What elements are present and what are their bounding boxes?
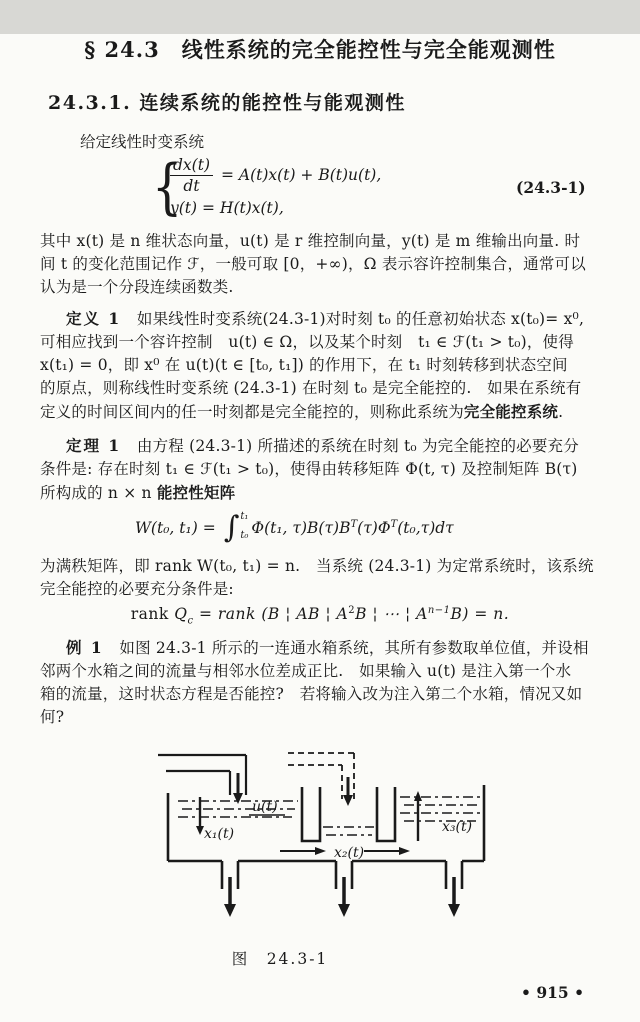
system-brace: { (151, 152, 183, 222)
partition-1 (302, 787, 320, 841)
integral-limits: t₁ t₀ (240, 511, 249, 541)
page-number: • 915 • (521, 983, 584, 1003)
tank3-level-marker (414, 791, 422, 841)
output-equation: y(t) = H(t)x(t), (170, 199, 284, 217)
rank-condition-equation: rank $Q_c$ = rank (B ¦ AB ¦ $A^2B$ ¦ ⋯ ¦ $A^{n-1}B) = n$. (130, 605, 510, 627)
paragraph-example-1: 例 1 如图 24.3-1 所示的一连通水箱系统，其所有参数取单位值，并设相 邻两个水箱之间的流量与相邻水位差成正比. 如果输入 u(t) 是注入第一个水 箱的流量，这时状态方程是否能控? 若将输入改为注入第二个水箱，情况又如 何? (40, 638, 589, 727)
integral-sign: ∫ (223, 509, 240, 545)
scanned-textbook-page (0, 34, 640, 1022)
derivative-fraction: $\frac{dx(t)}{dt}$ (170, 156, 213, 195)
tank1-label: x₁(t) (204, 826, 235, 843)
tank3-label: x₃(t) (442, 819, 473, 836)
intro-line: 给定线性时变系统 (80, 133, 205, 151)
paragraph-full-rank: 为满秩矩阵，即 rank W(t₀, t₁) = n. 当系统 (24.3-1) 为定常系统时，该系统 完全能控的必要充分条件是: (40, 557, 594, 598)
subsection-title: 24.3.1. 连续系统的能控性与能观测性 (48, 92, 406, 114)
bold-term-controllability-matrix: 能控性矩阵 (156, 483, 236, 502)
gramian-equation: W(t₀, t₁) = ∫ t₁ t₀ Φ(t₁, $\tau)B(\tau)B^T(\tau)\Phi^T(t_0,\tau)d\tau$ (135, 509, 454, 545)
drain-arrows (224, 877, 460, 917)
flow-arrow-2-3 (364, 847, 410, 855)
section-title: § 24.3 线性系统的完全能控性与完全能观测性 (84, 37, 556, 62)
flow-arrow-1-2 (280, 847, 326, 855)
state-equation-rhs: = A(t)x(t) + B(t)u(t), (221, 166, 382, 184)
tank1-level-marker (196, 797, 204, 835)
dashed-pipe-arrow (343, 777, 353, 806)
example-1-label: 例 1 (66, 638, 104, 658)
inflow-arrow (233, 773, 243, 804)
inflow-pipe (158, 755, 246, 795)
tank2-label: x₂(t) (334, 845, 365, 862)
paragraph-definition-1: 定义 1 如果线性时变系统(24.3-1)对时刻 t₀ 的任意初始状态 x(t₀)= x⁰, 可相应找到一个容许控制 u(t) ∈ Ω，以及某个时刻 t₁ ∈ ℱ(t₁ > t₀)，使得 x(t₁) = 0，即 x⁰ 在 u(t)(t ∈ [t₀, t₁]) 的作用下，在 t₁ 时刻转移到状态空间 的原点，则称线性时变系统 (24.3-1) 在时刻 t₀ 是完全能控的. 如果在系统有 定义的时间区间内的任一时刻都是完全能控的，则称此系统为完全能控系统. (40, 309, 585, 421)
paragraph-variables: 其中 x(t) 是 n 维状态向量，u(t) 是 r 维控制向量，y(t) 是 m 维输出向量. 时 间 t 的变化范围记作 ℱ，一般可取 [0，+∞)，Ω 表示容许控制集合，通常可以 认为是一个分段连续函数类. (40, 232, 586, 296)
equation-24-3-1 (148, 154, 608, 224)
theorem-1-label: 定理 1 (66, 436, 122, 455)
paragraph-theorem-1: 定理 1 由方程 (24.3-1) 所描述的系统在时刻 t₀ 为完全能控的必要充分 条件是: 存在时刻 t₁ ∈ ℱ(t₁ > t₀)，使得由转移矩阵 Φ(t, τ) 及控制矩阵 B(τ) 所构成的 n × n 能控性矩阵 (40, 436, 579, 502)
partition-2 (377, 787, 395, 841)
input-u-label: u(t) (252, 799, 278, 816)
figure-caption: 图 24.3-1 (231, 950, 329, 969)
definition-1-label: 定义 1 (66, 309, 122, 328)
bold-term-controllable-system: 完全能控系统 (463, 402, 559, 421)
water-tank-figure (152, 741, 492, 941)
equation-number: (24.3-1) (516, 178, 586, 197)
